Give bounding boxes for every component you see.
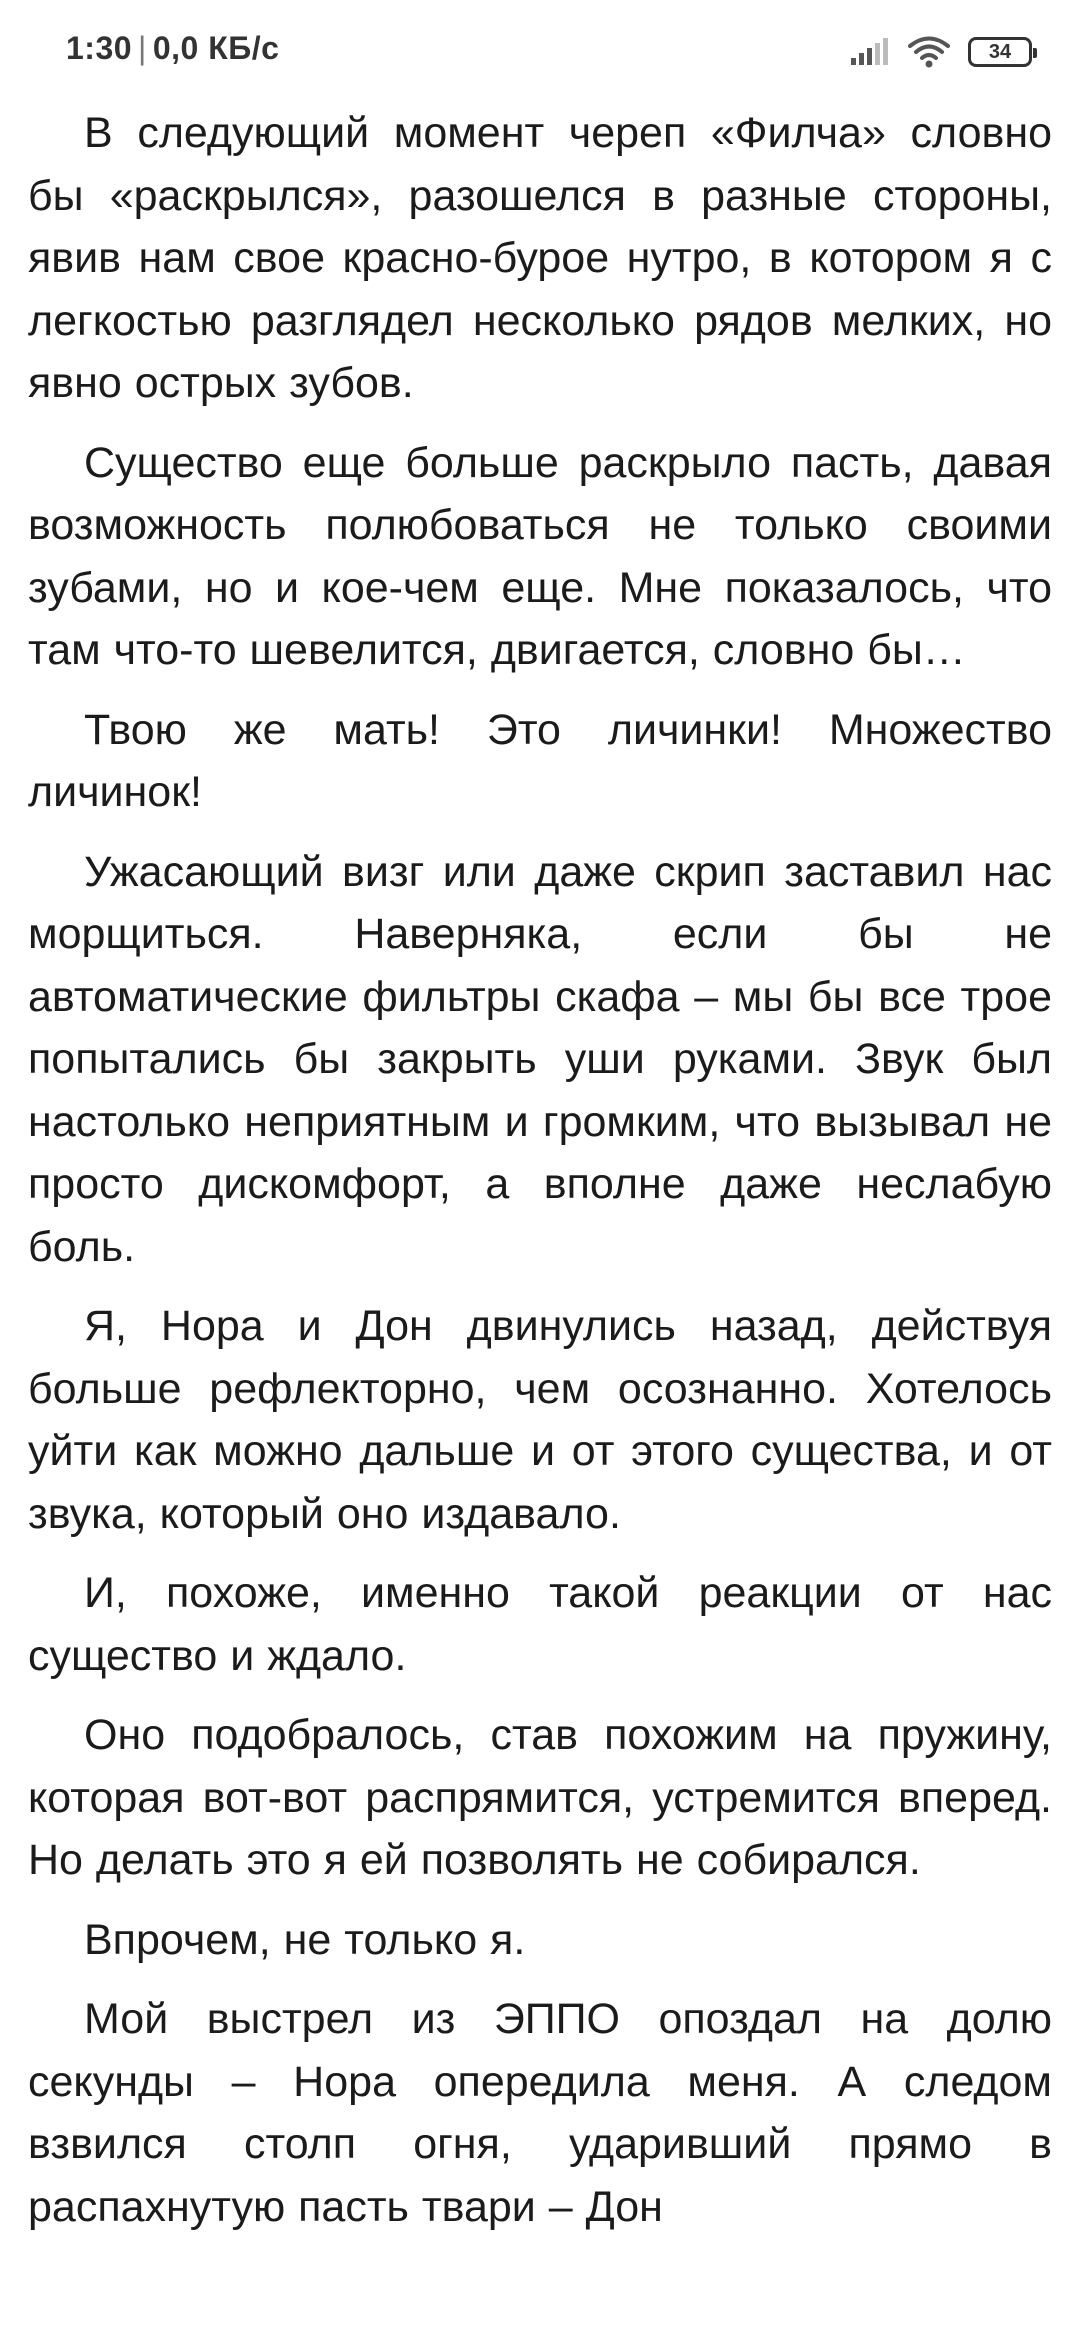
clock-time: 1:30 bbox=[66, 30, 133, 66]
paragraph: И, похоже, именно такой реакции от нас существо и ждало. bbox=[28, 1569, 1052, 1680]
paragraph: Оно подобралось, став похожим на пружину, которая вот-вот распрямится, устремится вперед. Но делать это я ей позволять не собирался. bbox=[28, 1711, 1052, 1884]
network-speed: 0,0 КБ/с bbox=[152, 30, 280, 66]
status-separator: | bbox=[138, 30, 147, 66]
status-bar bbox=[0, 0, 1080, 100]
paragraph: Я, Нора и Дон двинулись назад, действуя больше рефлекторно, чем осознанно. Хотелось уйти как можно дальше и от этого существа, и от звука, который оно издавало. bbox=[28, 1302, 1052, 1538]
status-icons bbox=[850, 32, 1032, 72]
paragraph: Существо еще больше раскрыло пасть, давая возможность полюбоваться не только своими зубами, но и кое-чем еще. Мне показалось, что там что-то шевелится, двигается, словно бы… bbox=[28, 438, 1052, 674]
paragraph: Впрочем, не только я. bbox=[84, 1915, 526, 1964]
paragraph: Твою же мать! Это личинки! Множество личинок! bbox=[28, 705, 1052, 816]
book-text bbox=[28, 102, 1052, 2255]
paragraph: Ужасающий визг или даже скрип заставил нас морщиться. Наверняка, если бы не автоматические фильтры скафа – мы бы все трое попытались бы закрыть уши руками. Звук был настолько неприятным и громким, что вызывал не просто дискомфорт, а вполне даже неслабую боль. bbox=[28, 847, 1052, 1271]
paragraph: Мой выстрел из ЭППО опоздал на долю секунды – Нора опередила меня. А следом взвился столп огня, ударивший прямо в распахнутую пасть твари – Дон bbox=[28, 1995, 1052, 2231]
battery-level: 34 bbox=[988, 40, 1012, 63]
status-left bbox=[66, 30, 279, 67]
signal-icon bbox=[850, 38, 890, 66]
battery-icon bbox=[968, 37, 1032, 67]
wifi-icon bbox=[908, 36, 950, 68]
paragraph: В следующий момент череп «Филча» словно бы «раскрылся», разошелся в разные стороны, явив нам свое красно-бурое нутро, в котором я с легкостью разглядел несколько рядов мелких, но явно острых зубов. bbox=[28, 109, 1052, 407]
